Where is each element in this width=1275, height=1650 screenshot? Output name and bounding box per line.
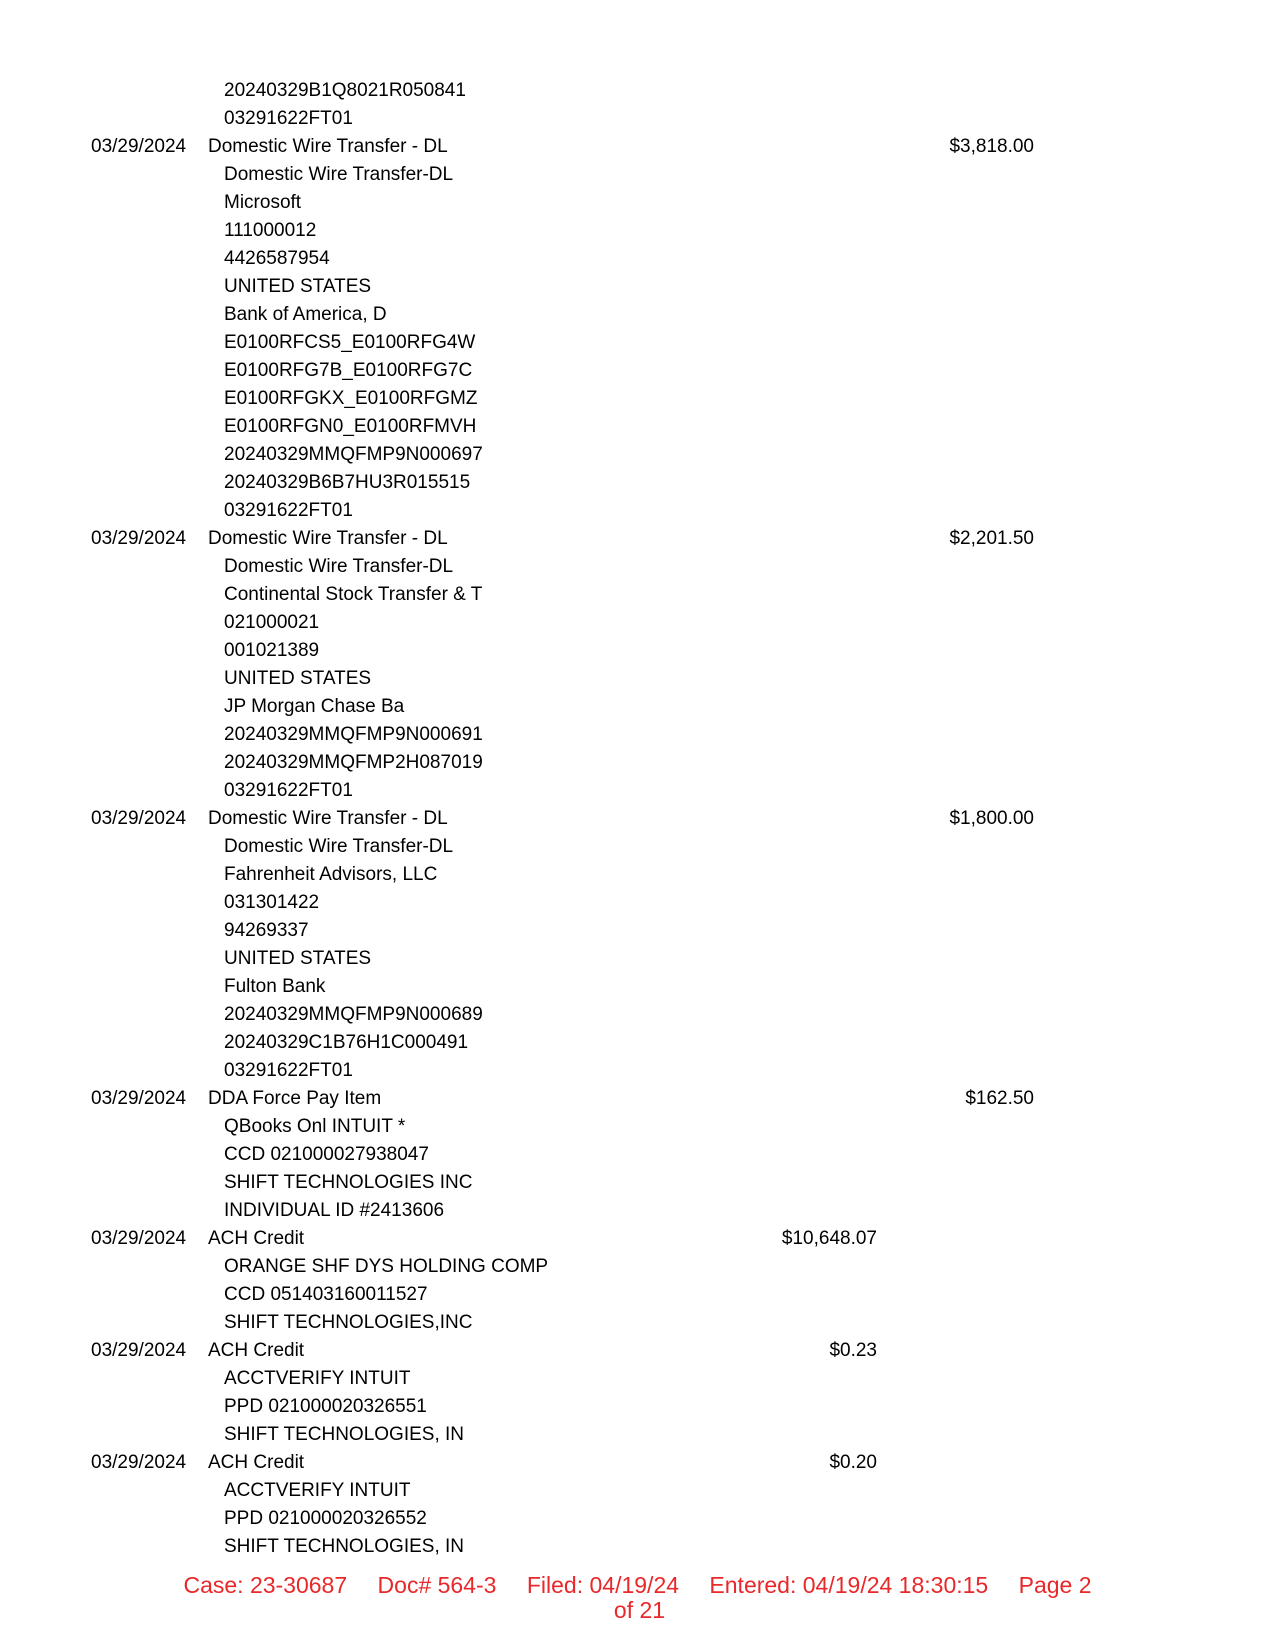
transaction-row	[0, 1225, 1275, 1253]
transaction-detail-line	[0, 777, 1275, 805]
transaction-detail: ACCTVERIFY INTUIT	[224, 1480, 411, 1501]
transaction-detail: 20240329MMQFMP9N000697	[224, 444, 483, 465]
transaction-detail-line	[0, 1365, 1275, 1393]
transaction-detail: QBooks Onl INTUIT *	[224, 1116, 406, 1137]
transaction-detail: SHIFT TECHNOLOGIES INC	[224, 1172, 473, 1193]
transaction-detail-line	[0, 1057, 1275, 1085]
transaction-date: 03/29/2024	[91, 808, 187, 829]
transaction-detail-line	[0, 861, 1275, 889]
transaction-detail-line	[0, 1253, 1275, 1281]
transaction-detail: UNITED STATES	[224, 276, 372, 297]
transaction-detail: 4426587954	[224, 248, 330, 269]
transaction-detail: SHIFT TECHNOLOGIES,INC	[224, 1312, 473, 1333]
transaction-detail-line	[0, 917, 1275, 945]
transaction-detail-line	[0, 749, 1275, 777]
transaction-detail: UNITED STATES	[224, 668, 372, 689]
transaction-detail-line	[0, 945, 1275, 973]
case-number: Case: 23-30687	[183, 1572, 348, 1598]
transaction-detail-line	[0, 1113, 1275, 1141]
transaction-detail-line	[0, 721, 1275, 749]
carryover-line	[0, 77, 1275, 105]
transaction-detail: 20240329C1B76H1C000491	[224, 1032, 469, 1053]
transaction-detail: Bank of America, D	[224, 304, 387, 325]
transaction-detail-line	[0, 357, 1275, 385]
transaction-detail-line	[0, 413, 1275, 441]
transaction-detail: Continental Stock Transfer & T	[224, 584, 483, 605]
transaction-description: ACH Credit	[208, 1340, 305, 1361]
transaction-detail: Domestic Wire Transfer-DL	[224, 164, 454, 185]
transaction-detail-line	[0, 1533, 1275, 1561]
filed-date: Filed: 04/19/24	[526, 1572, 680, 1598]
transaction-detail-line	[0, 1393, 1275, 1421]
transaction-detail-line	[0, 1197, 1275, 1225]
transaction-detail: 03291622FT01	[224, 108, 353, 129]
transaction-detail-line	[0, 581, 1275, 609]
transaction-row	[0, 133, 1275, 161]
transaction-detail-line	[0, 1029, 1275, 1057]
transaction-date: 03/29/2024	[91, 1340, 187, 1361]
transaction-detail-line	[0, 497, 1275, 525]
transaction-detail: 021000021	[224, 612, 320, 633]
transaction-detail-line	[0, 665, 1275, 693]
debit-amount: $162.50	[965, 1088, 1034, 1109]
transaction-detail: ACCTVERIFY INTUIT	[224, 1368, 411, 1389]
transaction-row	[0, 1337, 1275, 1365]
entered-date: Entered: 04/19/24 18:30:15	[709, 1572, 989, 1598]
transaction-detail: 03291622FT01	[224, 780, 353, 801]
debit-amount: $3,818.00	[949, 136, 1034, 157]
transaction-detail-line	[0, 833, 1275, 861]
transaction-detail-line	[0, 469, 1275, 497]
transaction-detail-line	[0, 301, 1275, 329]
transaction-detail-line	[0, 1141, 1275, 1169]
transaction-detail-line	[0, 553, 1275, 581]
transaction-detail: E0100RFGN0_E0100RFMVH	[224, 416, 477, 437]
transaction-detail-line	[0, 161, 1275, 189]
credit-amount: $0.20	[829, 1452, 877, 1473]
transaction-detail: PPD 021000020326552	[224, 1508, 427, 1529]
transaction-detail: 111000012	[224, 220, 317, 241]
credit-amount: $10,648.07	[781, 1228, 877, 1249]
transaction-detail-line	[0, 385, 1275, 413]
transaction-detail: JP Morgan Chase Ba	[224, 696, 405, 717]
transaction-detail-line	[0, 329, 1275, 357]
transaction-detail: E0100RFCS5_E0100RFG4W	[224, 332, 476, 353]
transaction-detail: CCD 021000027938047	[224, 1144, 429, 1165]
transaction-detail: 03291622FT01	[224, 1060, 353, 1081]
transaction-description: Domestic Wire Transfer - DL	[208, 528, 448, 549]
transaction-detail: 031301422	[224, 892, 320, 913]
transaction-row	[0, 525, 1275, 553]
transaction-description: ACH Credit	[208, 1452, 305, 1473]
transaction-detail: CCD 051403160011527	[224, 1284, 428, 1305]
transaction-detail-line	[0, 217, 1275, 245]
transaction-detail-line	[0, 693, 1275, 721]
transaction-detail: 20240329B1Q8021R050841	[224, 80, 466, 101]
transaction-date: 03/29/2024	[91, 528, 187, 549]
transaction-detail-line	[0, 1505, 1275, 1533]
transaction-detail-line	[0, 1169, 1275, 1197]
transaction-detail: Domestic Wire Transfer-DL	[224, 556, 454, 577]
transaction-date: 03/29/2024	[91, 136, 187, 157]
transaction-description: DDA Force Pay Item	[208, 1088, 382, 1109]
transaction-detail: Fahrenheit Advisors, LLC	[224, 864, 438, 885]
transaction-description: Domestic Wire Transfer - DL	[208, 808, 448, 829]
transaction-detail-line	[0, 1477, 1275, 1505]
transaction-detail: 001021389	[224, 640, 320, 661]
debit-amount: $1,800.00	[949, 808, 1034, 829]
transaction-detail: E0100RFGKX_E0100RFGMZ	[224, 388, 478, 409]
carryover-line	[0, 105, 1275, 133]
transaction-detail: SHIFT TECHNOLOGIES, IN	[224, 1424, 465, 1445]
transaction-detail: Fulton Bank	[224, 976, 326, 997]
transaction-detail-line	[0, 1281, 1275, 1309]
transaction-detail: Domestic Wire Transfer-DL	[224, 836, 454, 857]
transaction-date: 03/29/2024	[91, 1452, 187, 1473]
transaction-detail: 03291622FT01	[224, 500, 353, 521]
transaction-date: 03/29/2024	[91, 1088, 187, 1109]
transaction-detail-line	[0, 1421, 1275, 1449]
transaction-detail: UNITED STATES	[224, 948, 372, 969]
transaction-detail: 20240329MMQFMP9N000689	[224, 1004, 483, 1025]
transaction-detail: ORANGE SHF DYS HOLDING COMP	[224, 1256, 549, 1277]
transaction-detail: PPD 021000020326551	[224, 1396, 427, 1417]
transaction-detail: 20240329MMQFMP2H087019	[224, 752, 483, 773]
transaction-detail: 94269337	[224, 920, 309, 941]
doc-number: Doc# 564-3	[377, 1572, 497, 1598]
transaction-row	[0, 1449, 1275, 1477]
transaction-detail-line	[0, 1309, 1275, 1337]
transaction-detail: Microsoft	[224, 192, 302, 213]
transaction-detail: 20240329B6B7HU3R015515	[224, 472, 471, 493]
transaction-detail-line	[0, 637, 1275, 665]
transaction-detail: SHIFT TECHNOLOGIES, IN	[224, 1536, 465, 1557]
transaction-detail-line	[0, 609, 1275, 637]
transaction-detail-line	[0, 973, 1275, 1001]
transaction-detail-line	[0, 273, 1275, 301]
transaction-description: Domestic Wire Transfer - DL	[208, 136, 448, 157]
page-total: of 21	[613, 1597, 666, 1623]
transaction-detail: INDIVIDUAL ID #2413606	[224, 1200, 445, 1221]
page-number: Page 2	[1018, 1572, 1092, 1598]
transaction-detail-line	[0, 1001, 1275, 1029]
statement-body	[0, 77, 1275, 1561]
transaction-row	[0, 1085, 1275, 1113]
transaction-description: ACH Credit	[208, 1228, 305, 1249]
court-filing-stamp	[0, 1573, 1275, 1623]
transaction-date: 03/29/2024	[91, 1228, 187, 1249]
credit-amount: $0.23	[829, 1340, 877, 1361]
transaction-detail: E0100RFG7B_E0100RFG7C	[224, 360, 473, 381]
transaction-detail-line	[0, 889, 1275, 917]
transaction-detail: 20240329MMQFMP9N000691	[224, 724, 483, 745]
transaction-detail-line	[0, 189, 1275, 217]
transaction-detail-line	[0, 245, 1275, 273]
transaction-detail-line	[0, 441, 1275, 469]
transaction-row	[0, 805, 1275, 833]
debit-amount: $2,201.50	[949, 528, 1034, 549]
